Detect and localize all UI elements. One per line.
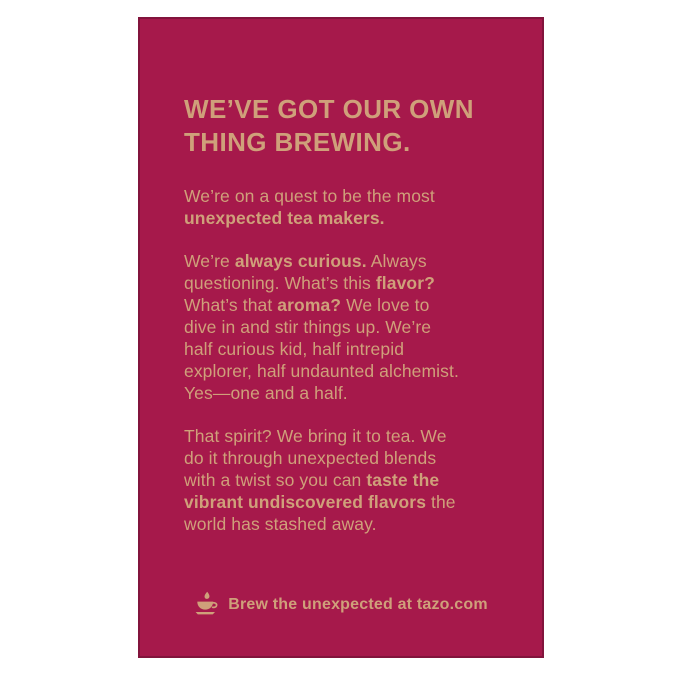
paragraph [184, 250, 508, 404]
paragraph-line: We’re always curious. Always [184, 251, 427, 271]
paragraph-line: do it through unexpected blends [184, 448, 437, 468]
paragraph-line: questioning. What’s this flavor? [184, 273, 435, 293]
heading-line-2: THING BREWING. [184, 127, 411, 157]
paragraph-line: vibrant undiscovered flavors the [184, 492, 456, 512]
paragraph-line: What’s that aroma? We love to [184, 295, 430, 315]
paragraph [184, 185, 508, 229]
heading-line-1: WE’VE GOT OUR OWN [184, 94, 474, 124]
teacup-steam-icon [194, 591, 219, 618]
paragraph-line: dive in and stir things up. We’re [184, 317, 432, 337]
tea-packaging-back-panel [138, 17, 544, 658]
paragraph-line: That spirit? We bring it to tea. We [184, 426, 447, 446]
panel-heading [184, 93, 508, 159]
paragraph-line: We’re on a quest to be the most [184, 186, 435, 206]
footer-tagline: Brew the unexpected at tazo.com [228, 595, 488, 613]
paragraph-line: with a twist so you can taste the [184, 470, 440, 490]
paragraph-line: world has stashed away. [184, 514, 377, 534]
paragraph-line: unexpected tea makers. [184, 208, 385, 228]
paragraph-line: half curious kid, half intrepid [184, 339, 405, 359]
panel-footer [140, 591, 542, 618]
paragraph-line: explorer, half undaunted alchemist. [184, 361, 459, 381]
paragraph-line: Yes—one and a half. [184, 383, 348, 403]
panel-paragraphs [184, 185, 508, 535]
paragraph [184, 425, 508, 535]
